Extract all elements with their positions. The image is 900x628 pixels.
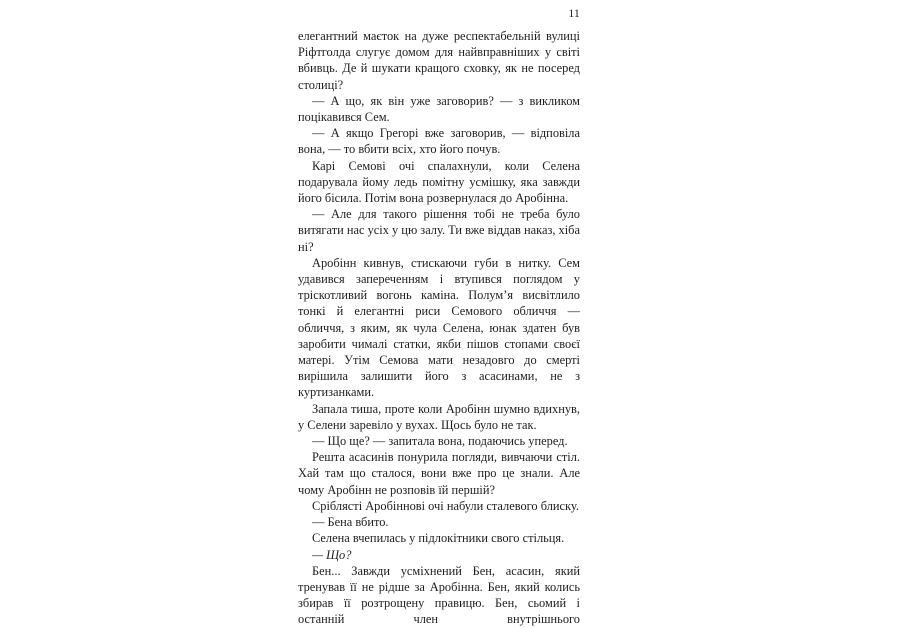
paragraph: Карі Семові очі спалахнули, коли Селена подарувала йому ледь помітну усмішку, яка завжди його бісила. Потім вона розвернулася до Аробінна. <box>298 158 580 206</box>
paragraph: — А якщо Грегорі вже заговорив, — відповіла вона, — то вбити всіх, хто його почув. <box>298 126 580 157</box>
paragraph: — Бена вбито. <box>312 515 389 530</box>
paragraph: — Що? <box>312 547 352 562</box>
paragraph: елегантний маєток на дуже респектабельній вулиці Ріфтголда слугує домом для найвправніших у світі вбивць. Де й шукати кращого сховку, як не посеред столиці? <box>298 29 580 92</box>
paragraph: Аробінн кивнув, стискаючи губи в нитку. Сем удавився запереченням і втупився поглядом у тріскотливий вогонь каміна. Полум’я висвітлило тонкі й елегантні риси Семового обличчя — обличчя, з яким, як чула Селена, юнак здатен був заробити чималі статки, якби пішов стопами своєї матері. Утім Семова мати незадовго до смерті вирішила залишити його з асасинами, не з куртизанками. <box>298 255 580 400</box>
paragraph: — Але для такого рішення тобі не треба було витягати нас усіх у цю залу. Ти вже віддав наказ, хіба ні? <box>298 207 580 254</box>
paragraph: — Що ще? — запитала вона, подаючись уперед. <box>312 434 568 449</box>
paragraph: — А що, як він уже заговорив? — з викликом поцікавився Сем. <box>298 93 580 125</box>
paragraph: Бен... Завжди усміхнений Бен, асасин, який тренував її не рідше за Аробінна. Бен, який колись збирав її розтрощену правицю. Бен, сьомий і останній член внутрішнього <box>298 563 580 627</box>
paragraph: Решта асасинів понурила погляди, вивчаючи стіл. Хай там що сталося, вони вже про це знали. Але чому Аробінн не розповів їй першій? <box>298 450 580 497</box>
page-number: 11 <box>568 8 580 20</box>
paragraph: Сріблясті Аробіннові очі набули сталевого блиску. <box>312 498 579 513</box>
paragraph: Селена вчепилась у підлокітники свого стільця. <box>312 531 565 546</box>
paragraph: Запала тиша, проте коли Аробінн шумно вдихнув, у Селени заревіло у вухах. Щось було не так. <box>298 401 580 432</box>
body-text <box>298 28 580 628</box>
